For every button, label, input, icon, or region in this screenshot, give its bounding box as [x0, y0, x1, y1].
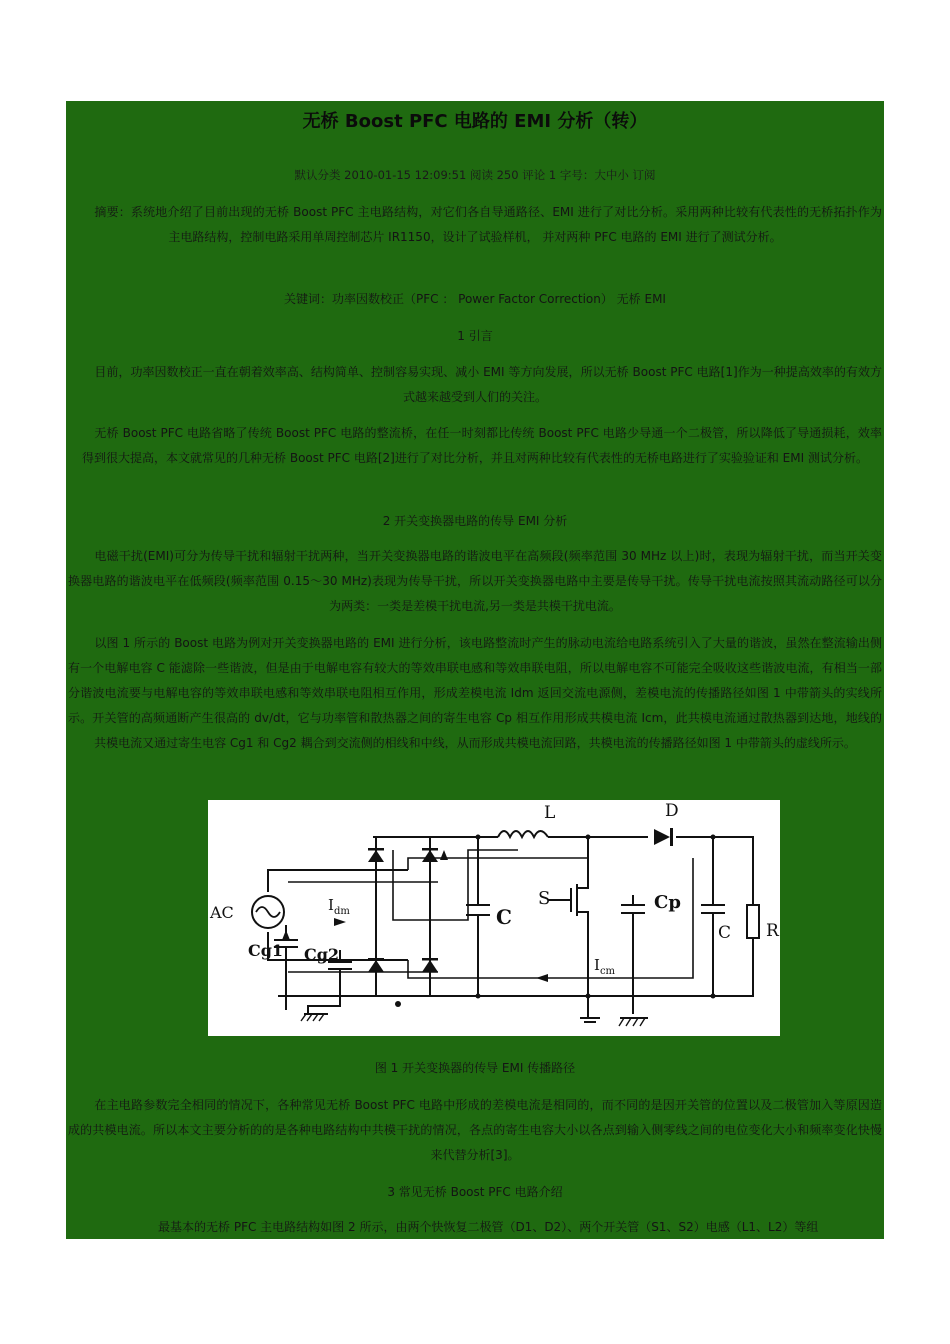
article-meta: 默认分类 2010-01-15 12:09:51 阅读 250 评论 1 字号：大中小 订阅 [294, 168, 656, 182]
paragraph-1: 目前，功率因数校正一直在朝着效率高、结构简单、控制容易实现、减小 EMI 等方向发展，所以无桥 Boost PFC 电路[1]作为一种提高效率的有效方式越来越受到人们的关注。 [94, 365, 882, 404]
label-d: D [665, 801, 679, 821]
paragraph-3: 电磁干扰(EMI)可分为传导干扰和辐射干扰两种，当开关变换器电路的谐波电平在高频段(频率范围 30 MHz 以上)时，表现为辐射干扰，而当开关变换器电路的谐波电平在低频段(频率范围 0.15～30 MHz)表现为传导干扰，所以开关变换器电路中主要是传导干扰。传导干扰电流按照其流动路径可以分为两类：一类是差模干扰电流,另一类是共模干扰电流。 [68, 549, 882, 613]
section-heading-3: 3 常见无桥 Boost PFC 电路介绍 [387, 1185, 563, 1199]
label-c-input: C [496, 905, 512, 929]
label-icm: $I_{cm}$ [594, 956, 616, 977]
label-ac: AC [210, 903, 234, 922]
circuit-svg [208, 800, 780, 1036]
paragraph-2: 无桥 Boost PFC 电路省略了传统 Boost PFC 电路的整流桥，在任一时刻都比传统 Boost PFC 电路少导通一个二极管，所以降低了导通损耗，效率得到很大提高，本文就常见的几种无桥 Boost PFC 电路[2]进行了对比分析，并且对两种比较有代表性的无桥电路进行了实验验证和 EMI 测试分析。 [82, 426, 882, 465]
label-cg2: Cg2 [304, 945, 340, 964]
keywords: 关键词：功率因数校正（PFC ： Power Factor Correction） 无桥 EMI [284, 292, 666, 306]
label-cg1: Cg1 [248, 941, 284, 960]
label-c-output: C [718, 923, 732, 943]
section-heading-1: 1 引言 [457, 329, 493, 343]
section-heading-2: 2 开关变换器电路的传导 EMI 分析 [382, 514, 568, 528]
label-s: S [538, 888, 551, 909]
paragraph-6: 最基本的无桥 PFC 主电路结构如图 2 所示，由两个快恢复二极管（D1、D2）、两个开关管（S1、S2）电感（L1、L2）等组 [158, 1220, 819, 1234]
article-panel [66, 101, 884, 1239]
label-l: L [544, 803, 556, 823]
label-cp: Cp [654, 892, 681, 913]
abstract: 摘要：系统地介绍了目前出现的无桥 Boost PFC 主电路结构，对它们各自导通路径、EMI 进行了对比分析。采用两种比较有代表性的无桥拓扑作为主电路结构，控制电路采用单周控制芯片 IR1150，设计了试验样机， 并对两种 PFC 电路的 EMI 进行了测试分析。 [94, 205, 882, 244]
article-title: 无桥 Boost PFC 电路的 EMI 分析（转） [302, 111, 648, 132]
paragraph-4: 以图 1 所示的 Boost 电路为例对开关变换器电路的 EMI 进行分析，该电路整流时产生的脉动电流给电路系统引入了大量的谐波，虽然在整流输出侧有一个电解电容 C 能滤除一些谐波，但是由于电解电容有较大的等效串联电感和等效串联电阻，所以电解电容不可能完全吸收这些谐波电流，有相当一部分谐波电流要与电解电容的等效串联电感和等效串联电阻相互作用，形成差模电流 Idm 返回交流电源侧，差模电流的传播路径如图 1 中带箭头的实线所示。开关管的高频通断产生很高的 dv/dt，它与功率管和散热器之间的寄生电容 Cp 相互作用形成共模电流 Icm，此共模电流通过散热器到达地，地线的共模电流又通过寄生电容 Cg1 和 Cg2 耦合到交流侧的相线和中线，从而形成共模电流回路，共模电流的传播路径如图 1 中带箭头的虚线所示。 [68, 636, 882, 750]
paragraph-5: 在主电路参数完全相同的情况下，各种常见无桥 Boost PFC 电路中形成的差模电流是相同的，而不同的是因开关管的位置以及二极管加入等原因造成的共模电流。所以本文主要分析的的是各种电路结构中共模干扰的情况，各点的寄生电容大小以各点到输入侧零线之间的电位变化大小和频率变化快慢来代替分析[3]。 [68, 1098, 882, 1162]
figure-caption: 图 1 开关变换器的传导 EMI 传播路径 [374, 1061, 576, 1075]
label-idm: $I_{dm}$ [328, 896, 350, 917]
label-r: R [766, 921, 779, 941]
figure-1-circuit-diagram [208, 800, 780, 1036]
